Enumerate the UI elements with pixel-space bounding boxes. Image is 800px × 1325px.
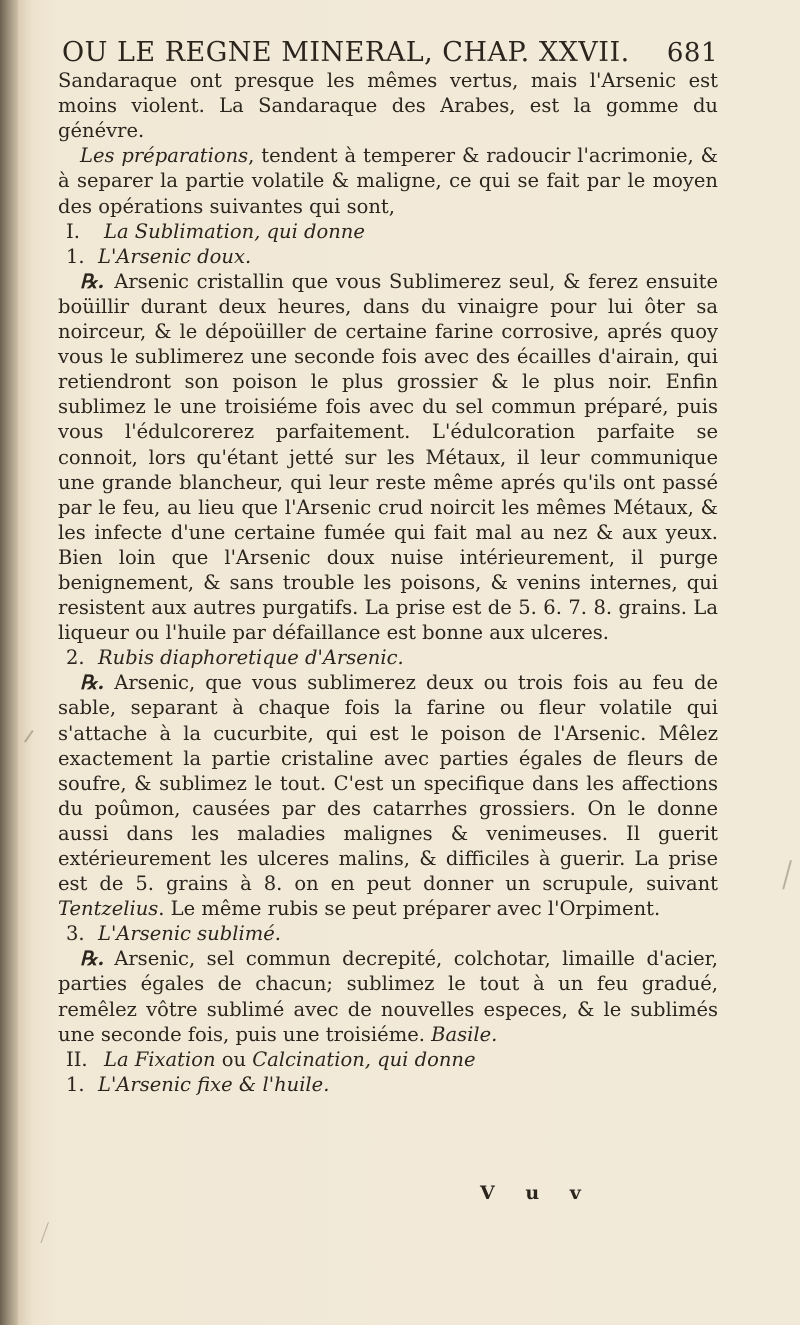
section-title: La Sublimation, qui donne (104, 219, 365, 243)
intro-paragraph: Sandaraque ont presque les mêmes vertus, mais l'Arsenic est moins violent. La Sandaraque des Arabes, est la gomme du génévre. (58, 69, 718, 143)
author-name: Tentzelius (58, 897, 159, 921)
item-title: L'Arsenic sublimé. (98, 922, 281, 946)
preparations-lead: Les préparations (80, 144, 249, 168)
item-number: 1. (66, 1072, 85, 1096)
item-heading-arsenic-sublime (58, 921, 718, 946)
item-number: 1. (66, 244, 85, 268)
item-heading-arsenic-doux (58, 244, 718, 269)
item-heading-rubis (58, 645, 718, 670)
preparations-text: , tendent à temperer & radoucir l'acrimonie, & à separer la partie volatile & maligne, ce qui se fait par le moyen des opérations suivantes qui sont, (58, 144, 718, 218)
item-title: L'Arsenic fixe & l'huile. (98, 1072, 330, 1096)
item-heading-arsenic-fixe (58, 1072, 718, 1097)
section-title-mid: ou (215, 1047, 253, 1071)
section-title-a: La Fixation (104, 1047, 216, 1071)
recipe-symbol: ℞. (80, 947, 105, 971)
recipe-text: Arsenic cristallin que vous Sublimerez seul, & ferez ensuite boüillir durant deux heures, dans du vinaigre pour lui ôter sa noirceur, & le dépoüiller de certaine farine corrosive, aprés quoy vous le sublimerez une seconde fois avec des écailles d'airain, qui retiendront son poison le plus grossier & le plus noir. Enfin sublimez le une troisiéme fois avec du sel commun préparé, puis vous l'édulcorerez parfaitement. L'édulcoration parfaite se connoit, lors qu'étant jetté sur les Métaux, il leur communique une grande blancheur, qui leur reste même aprés qu'ils ont passé par le feu, au lieu que l'Arsenic crud noircit les mêmes Métaux, & les infecte d'une certaine fumée qui fait mal au nez & aux yeux. Bien loin que l'Arsenic doux nuise intérieurement, il purge benignement, & sans trouble les poisons, & venins internes, qui resistent aux autres purgatifs. La prise est de 5. 6. 7. 8. grains. La liqueur ou l'huile par défaillance est bonne aux ulceres. (58, 269, 718, 645)
section-number: II. (66, 1047, 88, 1071)
section-heading-sublimation (58, 219, 718, 244)
section-heading-fixation (58, 1047, 718, 1072)
recipe-symbol: ℞. (80, 671, 105, 695)
book-binding (0, 0, 18, 1325)
section-title-b: Calcination, qui donne (252, 1047, 476, 1071)
recipe-text: Arsenic, sel commun decrepité, colchotar, limaille d'acier, parties égales de chacun; sublimez le tout à un feu gradué, remêlez vôtre sublimé avec de nouvelles especes, & le sublimés une seconde fois, puis une troisiéme. (58, 947, 718, 1046)
item-title: L'Arsenic doux. (98, 244, 252, 268)
recipe-text-end: . Le même rubis se peut préparer avec l'Orpiment. (158, 897, 661, 921)
author-name: Basile. (431, 1022, 498, 1046)
signature-mark: V u v (480, 1182, 593, 1204)
item-number: 3. (66, 922, 85, 946)
recipe-arsenic-doux (58, 269, 718, 645)
recipe-rubis (58, 670, 718, 921)
section-number: I. (66, 219, 80, 243)
item-title: Rubis diaphoretique d'Arsenic. (98, 646, 404, 670)
recipe-text: Arsenic, que vous sublimerez deux ou trois fois au feu de sable, separant à chaque fois la farine ou fleur volatile qui s'attache à la cucurbite, qui est le poison de l'Arsenic. Mêlez exactement la partie cristaline avec parties égales de fleurs de soufre, & sublimez le tout. C'est un specifique dans les affections du poûmon, causées par des catarrhes grossiers. On le donne aussi dans les maladies malignes & venimeuses. Il guerit extérieurement les ulceres malins, & difficiles à guerir. La prise est de 5. grains à 8. on en peut donner un scrupule, suivant (58, 671, 718, 896)
page-text (58, 37, 718, 1097)
preparations-paragraph (58, 143, 718, 218)
running-title: OU LE REGNE MINERAL, CHAP. XXVII. (62, 37, 630, 68)
item-number: 2. (66, 646, 85, 670)
running-header (58, 37, 718, 68)
recipe-arsenic-sublime (58, 946, 718, 1046)
page-number: 681 (666, 38, 718, 68)
recipe-symbol: ℞. (80, 269, 105, 293)
